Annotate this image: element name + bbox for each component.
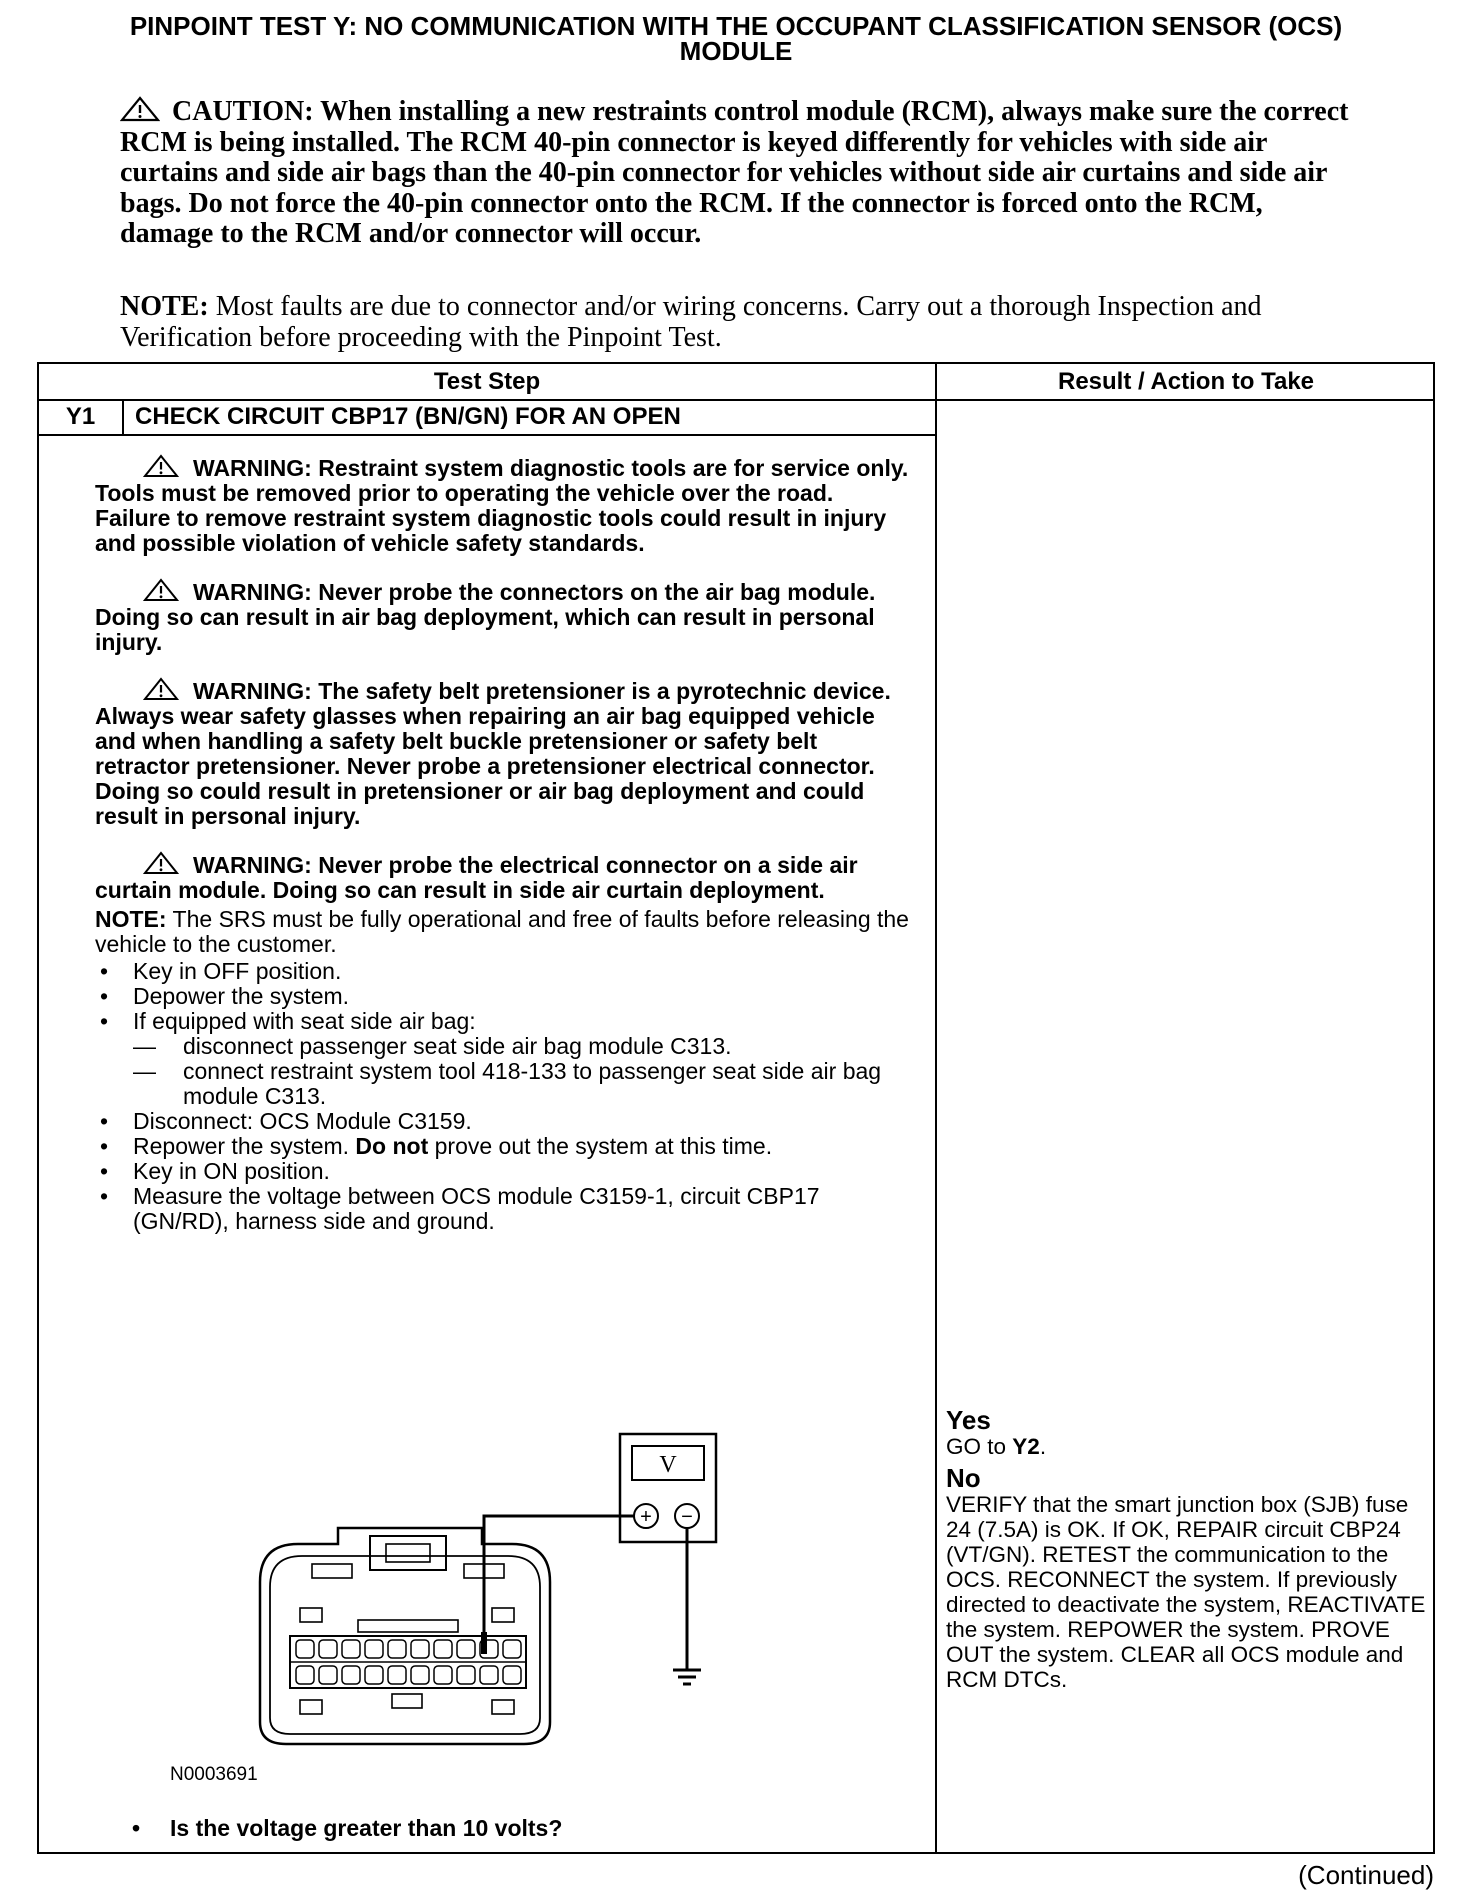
result-yes-label: Yes [946, 1405, 991, 1435]
connector-pin [319, 1666, 337, 1684]
page-title [40, 11, 1432, 66]
step-title-divider [39, 434, 935, 436]
ground-symbol [673, 1670, 701, 1684]
sub-list-item: — disconnect passenger seat side air bag module C313. [133, 1033, 732, 1059]
connector-c3159 [260, 1528, 550, 1744]
header-result: Result / Action to Take [1057, 368, 1315, 395]
caution-text: When installing a new restraints control module (RCM), always make sure the correct RCM is being installed. The RCM 40-pin connector is keyed differently for vehicles with side air curtains and side air bags than the 40-pin connector for vehicles without side air curtains and side air bags. Do not force the 40-pin connector onto the RCM. If the connector is forced onto the RCM, damage to the RCM and/or connector will occur. [120, 96, 1349, 249]
connector-pin [503, 1666, 521, 1684]
connector-pin [457, 1640, 475, 1658]
header-test-step: Test Step [433, 368, 541, 395]
warning-icon [143, 677, 179, 701]
note-block [120, 292, 1360, 353]
step-id-divider [122, 399, 124, 434]
list-item: • Depower the system. [95, 984, 915, 1009]
negative-terminal-label: − [681, 1506, 693, 1528]
step-body [95, 454, 915, 1234]
title-line-2: MODULE [679, 36, 793, 66]
list-item: • Disconnect: OCS Module C3159. [95, 1109, 915, 1134]
list-item: • Measure the voltage between OCS module C3159-1, circuit CBP17 (GN/RD), harness side and ground. [95, 1184, 915, 1234]
connector-pin [319, 1640, 337, 1658]
positive-lead [484, 1516, 634, 1632]
connector-pin [388, 1640, 406, 1658]
caution-label: CAUTION: [172, 96, 314, 127]
list-item: • Repower the system. Do not prove out the system at this time. [95, 1134, 915, 1159]
warning-icon [143, 454, 179, 478]
warning-pretensioner: WARNING: The safety belt pretensioner is a pyrotechnic device. Always wear safety glasses when repairing an air bag equipped vehicle and when handling a safety belt buckle pretensioner or safety belt retractor pretensioner. Never probe a pretensioner electrical connector. Doing so could result in pretensioner or air bag deployment and could result in personal injury. [95, 678, 891, 829]
warning-tools: WARNING: Restraint system diagnostic tools are for service only. Tools must be removed prior to operating the vehicle over the road. Failure to remove restraint system diagnostic tools could result in injury and possible violation of vehicle safety standards. [95, 455, 909, 556]
column-divider [935, 364, 937, 1854]
connector-pin [503, 1640, 521, 1658]
warning-side-curtain: WARNING: Never probe the electrical connector on a side air curtain module. Doing so can result in side air curtain deployment. [95, 852, 858, 903]
connector-pin [480, 1666, 498, 1684]
note-text: Most faults are due to connector and/or wiring concerns. Carry out a thorough Inspection and Verification before proceeding with the Pinpoint Test. [120, 291, 1262, 353]
voltmeter [620, 1434, 716, 1542]
connector-pin [434, 1666, 452, 1684]
connector-diagram [220, 1432, 740, 1752]
connector-pin [342, 1640, 360, 1658]
connector-pin [296, 1640, 314, 1658]
caution-icon [120, 96, 160, 122]
positive-terminal-label: + [640, 1506, 652, 1528]
connector-pin [296, 1666, 314, 1684]
step-id: Y1 [65, 403, 96, 430]
result-yes-action: GO to Y2. [946, 1434, 1047, 1459]
warning-air-bag-module: WARNING: Never probe the connectors on the air bag module. Doing so can result in air bag deployment, which can result in personal injury. [95, 579, 876, 655]
list-item: • If equipped with seat side air bag: [95, 1009, 915, 1034]
continued-label: (Continued) [1298, 1860, 1434, 1890]
connector-pin [365, 1640, 383, 1658]
step-title: CHECK CIRCUIT CBP17 (BN/GN) FOR AN OPEN [135, 403, 681, 430]
title-line-1: PINPOINT TEST Y: NO COMMUNICATION WITH THE OCCUPANT CLASSIFICATION SENSOR (OCS) [129, 11, 1343, 41]
warning-icon [143, 578, 179, 602]
connector-pin [411, 1640, 429, 1658]
connector-pin [388, 1666, 406, 1684]
sub-list-item: — connect restraint system tool 418-133 to passenger seat side air bag module C313. [133, 1058, 882, 1109]
list-item: • Key in ON position. [95, 1159, 915, 1184]
figure-id: N0003691 [170, 1764, 258, 1785]
connector-pin [365, 1666, 383, 1684]
voltmeter-label: V [659, 1452, 677, 1478]
warning-icon [143, 851, 179, 875]
list-item: • Key in OFF position. [95, 959, 915, 984]
connector-pin [342, 1666, 360, 1684]
connector-pin [434, 1640, 452, 1658]
result-no-action: VERIFY that the smart junction box (SJB) fuse 24 (7.5A) is OK. If OK, REPAIR circuit CBP24 (VT/GN). RETEST the communication to the OCS. RECONNECT the system. If previously directed to deactivate the system, REACTIVATE the system. REPOWER the system. PROVE OUT the system. CLEAR all OCS module and RCM DTCs. [946, 1492, 1426, 1692]
header-divider [39, 399, 1433, 401]
caution-block [120, 96, 1360, 250]
step-note: NOTE: The SRS must be fully operational and free of faults before releasing the vehicle to the customer. [95, 906, 909, 957]
result-body [946, 1407, 1430, 1698]
step-question: • Is the voltage greater than 10 volts? [132, 1815, 563, 1841]
note-label: NOTE: [120, 291, 209, 322]
result-no-label: No [946, 1463, 981, 1493]
connector-pin [411, 1666, 429, 1684]
connector-pin [457, 1666, 475, 1684]
